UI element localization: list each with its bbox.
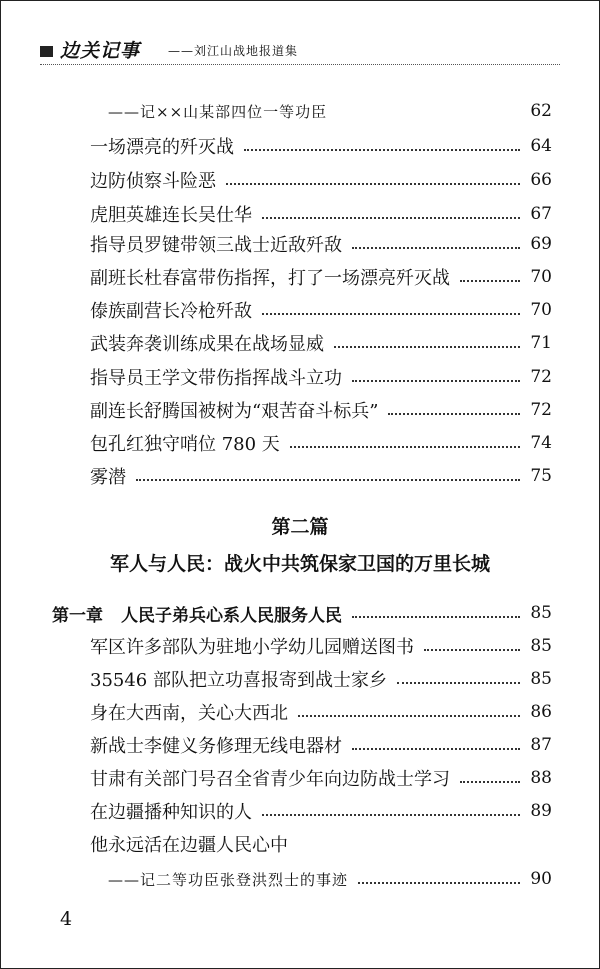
dot-leader: [298, 715, 520, 717]
toc-entry[interactable]: [90, 328, 552, 358]
toc-entry[interactable]: [90, 730, 552, 760]
page-number: 4: [60, 908, 73, 930]
toc-entry[interactable]: [90, 165, 552, 195]
toc-entry-page: 69: [530, 234, 552, 254]
toc-entry[interactable]: [90, 763, 552, 793]
toc-entry-page: 70: [530, 300, 552, 320]
toc-entry-page: 72: [530, 400, 552, 420]
toc-entry[interactable]: [90, 395, 552, 425]
dot-leader: [262, 313, 520, 315]
toc-entry-title: 35546 部队把立功喜报寄到战士家乡: [90, 670, 387, 691]
toc-entry[interactable]: [90, 262, 552, 292]
toc-entry-page: 62: [530, 101, 552, 121]
toc-entry-title: ——记二等功臣张登洪烈士的事迹: [108, 870, 349, 889]
dot-leader: [352, 616, 520, 618]
dot-leader: [352, 380, 520, 382]
toc-entry-title: 武装奔袭训练成果在战场显威: [90, 334, 324, 355]
toc-entry-title: 指导员王学文带伤指挥战斗立功: [90, 368, 342, 389]
toc-entry[interactable]: [90, 631, 552, 661]
toc-entry[interactable]: [90, 796, 552, 826]
part-title: 军人与人民：战火中共筑保家卫国的万里长城: [109, 553, 490, 575]
toc-entry[interactable]: [90, 229, 552, 259]
book-title: 边关记事: [60, 40, 141, 62]
toc-entry-title: 指导员罗键带领三战士近敌歼敌: [90, 235, 342, 256]
toc-entry[interactable]: [90, 829, 552, 859]
toc-entry-title: 身在大西南，关心大西北: [90, 703, 288, 724]
toc-entry[interactable]: [90, 461, 552, 491]
dot-leader: [460, 280, 520, 282]
toc-entry[interactable]: [108, 96, 552, 126]
toc-entry-title: 副连长舒腾国被树为“艰苦奋斗标兵”: [90, 401, 379, 422]
dot-leader: [136, 479, 520, 481]
header-rule: [40, 64, 560, 65]
dot-leader: [397, 682, 520, 684]
toc-entry-title: 在边疆播种知识的人: [90, 802, 252, 823]
chapter-entry[interactable]: [52, 598, 552, 628]
toc-entry-page: 74: [530, 433, 552, 453]
toc-entry-page: 75: [530, 466, 552, 486]
dot-leader: [262, 814, 520, 816]
dot-leader: [358, 882, 520, 884]
dot-leader: [262, 217, 520, 219]
toc-entry[interactable]: [90, 664, 552, 694]
chapter-label: 第一章: [52, 605, 103, 626]
dot-leader: [424, 649, 520, 651]
book-subtitle: ——刘江山战地报道集: [168, 44, 299, 58]
toc-entry[interactable]: [90, 428, 552, 458]
dot-leader: [460, 781, 520, 783]
chapter-title: 人民子弟兵心系人民服务人民: [121, 605, 342, 626]
dot-leader: [244, 149, 520, 151]
dot-leader: [352, 748, 520, 750]
toc-entry[interactable]: [90, 295, 552, 325]
dot-leader: [290, 446, 521, 448]
dot-leader: [334, 346, 520, 348]
part-heading: 第二篇: [271, 516, 329, 538]
toc-entry-title: 边防侦察斗险恶: [90, 171, 216, 192]
toc-entry[interactable]: [108, 864, 552, 894]
toc-entry-page: 70: [530, 267, 552, 287]
toc-entry[interactable]: [90, 199, 552, 229]
toc-entry-page: 85: [530, 636, 552, 656]
toc-entry-title: 副班长杜春富带伤指挥，打了一场漂亮歼灭战: [90, 268, 450, 289]
toc-entry-page: 66: [530, 170, 552, 190]
toc-entry-title: 傣族副营长冷枪歼敌: [90, 301, 252, 322]
toc-entry-page: 86: [530, 702, 552, 722]
toc-entry-title: 雾潜: [90, 467, 126, 488]
dot-leader: [388, 413, 520, 415]
toc-entry-page: 88: [530, 768, 552, 788]
dot-leader: [226, 183, 520, 185]
chapter-page: 85: [530, 603, 552, 623]
toc-entry-page: 89: [530, 801, 552, 821]
toc-entry[interactable]: [90, 362, 552, 392]
running-header: [40, 36, 560, 62]
toc-entry-page: 72: [530, 367, 552, 387]
dot-leader: [352, 247, 520, 249]
toc-entry-title: 军区许多部队为驻地小学幼儿园赠送图书: [90, 637, 414, 658]
toc-entry[interactable]: [90, 697, 552, 727]
toc-entry-title: 甘肃有关部门号召全省青少年向边防战士学习: [90, 769, 450, 790]
header-mark-icon: [40, 46, 53, 57]
toc-entry-title: ——记××山某部四位一等功臣: [108, 102, 328, 121]
toc-entry-page: 85: [530, 669, 552, 689]
toc-entry-title: 虎胆英雄连长吴仕华: [90, 205, 252, 226]
toc-entry-page: 64: [530, 136, 552, 156]
toc-entry-title: 新战士李健义务修理无线电器材: [90, 736, 342, 757]
toc-entry-title: 他永远活在边疆人民心中: [90, 835, 288, 856]
toc-entry-page: 90: [530, 869, 552, 889]
toc-entry-title: 包孔红独守哨位 780 天: [90, 434, 280, 455]
toc-entry[interactable]: [90, 131, 552, 161]
toc-entry-page: 87: [530, 735, 552, 755]
toc-entry-title: 一场漂亮的歼灭战: [90, 137, 234, 158]
toc-entry-page: 67: [530, 204, 552, 224]
toc-entry-page: 71: [530, 333, 552, 353]
